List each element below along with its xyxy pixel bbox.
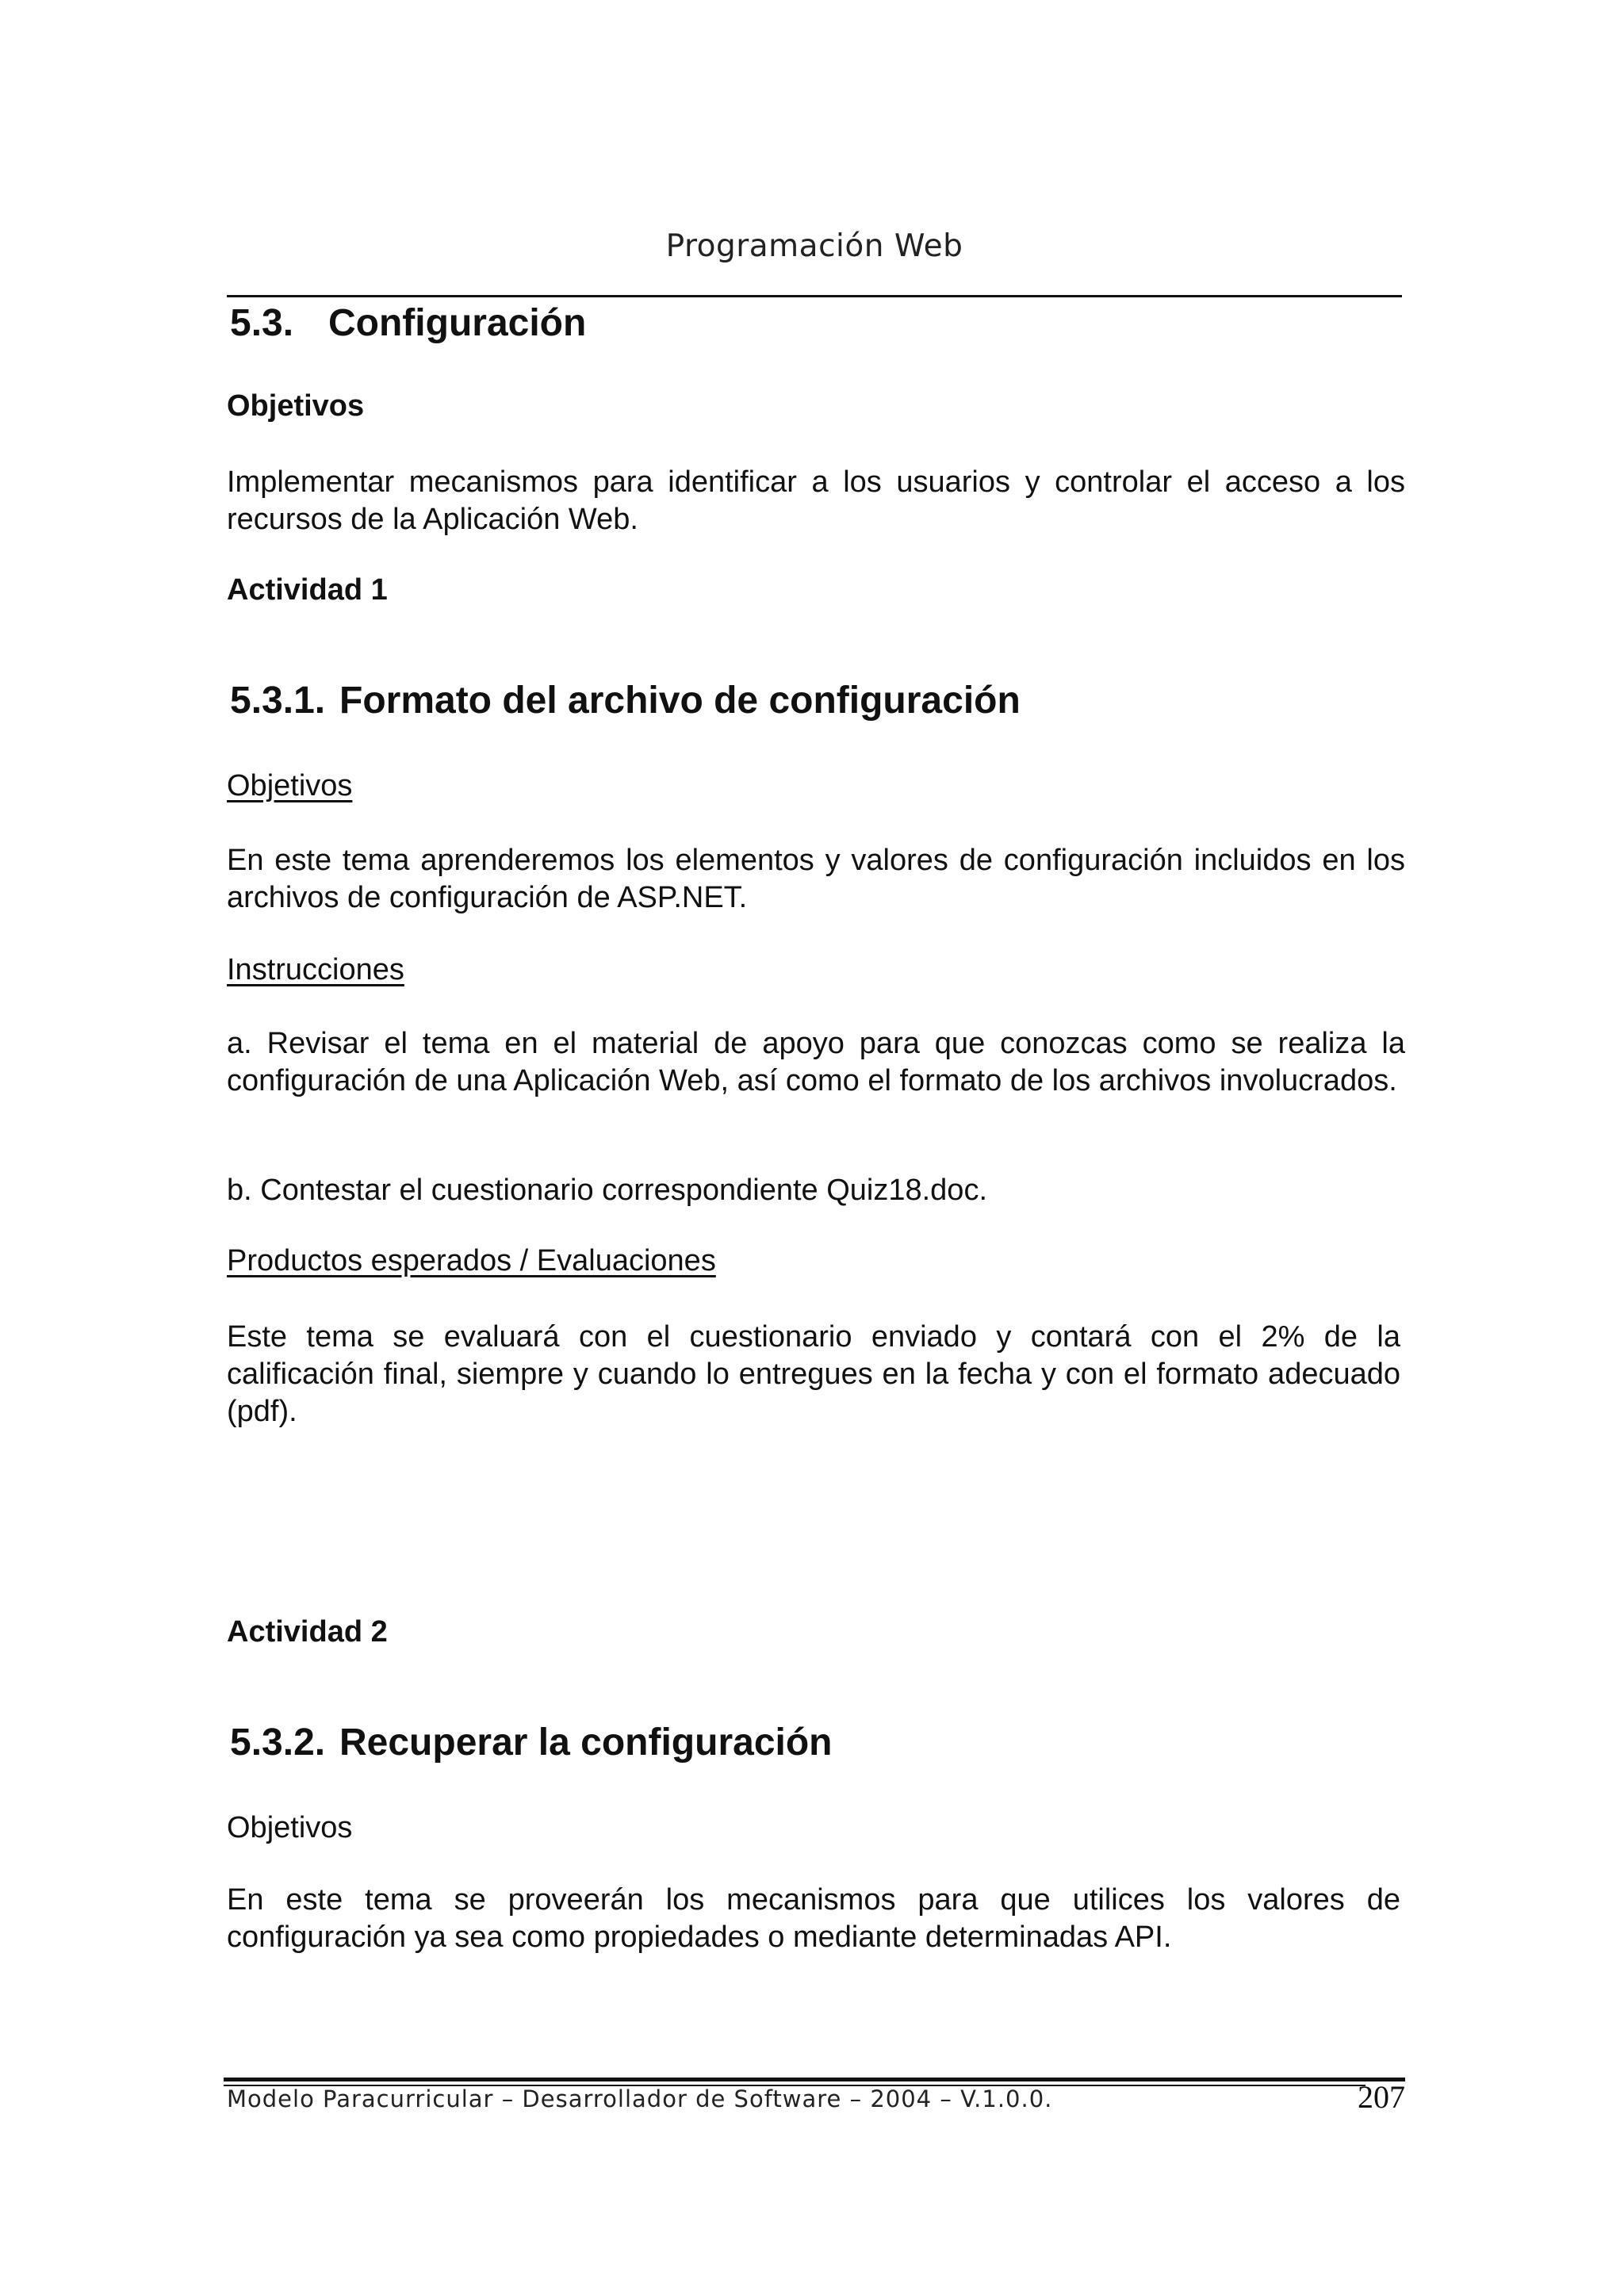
section-objectives-label: Objetivos (227, 389, 365, 423)
subsection-2-heading (230, 1721, 833, 1764)
section-number: 5.3. (230, 302, 294, 344)
subsection-1-objectives-label: Objetivos (227, 769, 353, 802)
header-rule (227, 295, 1402, 297)
subsection-1-objectives-text: En este tema aprenderemos los elementos y valores de configuración incluidos en los archivos de configuración de ASP.NET. (227, 844, 1405, 914)
subsection-1-title: Formato del archivo de configuración (339, 680, 1021, 722)
subsection-1-heading (230, 679, 1021, 722)
subsection-2-number: 5.3.2. (230, 1721, 326, 1764)
section-title: Configuración (328, 302, 587, 344)
subsection-1-number: 5.3.1. (230, 680, 326, 722)
subsection-2-objectives-text: En este tema se proveerán los mecanismos para que utilices los valores de configuración ya sea como propiedades o mediante determinadas API. (227, 1883, 1400, 1954)
page-number: 207 (1358, 2079, 1405, 2115)
instructions-label: Instrucciones (227, 953, 404, 986)
activity-2-label: Actividad 2 (227, 1615, 388, 1649)
footer-rule-thick (224, 2078, 1405, 2081)
instruction-a: a. Revisar el tema en el material de apoyo para que conozcas como se realiza la configuración de una Aplicación Web, así como el formato de los archivos involucrados. (227, 1027, 1405, 1097)
footer-text: Modelo Paracurricular – Desarrollador de Software – 2004 – V.1.0.0. (227, 2085, 1053, 2112)
activity-1-label: Actividad 1 (227, 573, 388, 607)
products-text: Este tema se evaluará con el cuestionario enviado y contará con el 2% de la calificación final, siempre y cuando lo entregues en la fecha y con el formato adecuado (pdf). (227, 1320, 1400, 1428)
section-heading (230, 301, 586, 345)
subsection-2-objectives-label: Objetivos (227, 1811, 353, 1844)
instruction-b: b. Contestar el cuestionario correspondiente Quiz18.doc. (227, 1174, 987, 1207)
section-objectives-text: Implementar mecanismos para identificar a los usuarios y controlar el acceso a los recursos de la Aplicación Web. (227, 465, 1405, 536)
products-label: Productos esperados / Evaluaciones (227, 1244, 716, 1277)
subsection-2-title: Recuperar la configuración (339, 1721, 833, 1764)
running-header: Programación Web (665, 228, 963, 264)
